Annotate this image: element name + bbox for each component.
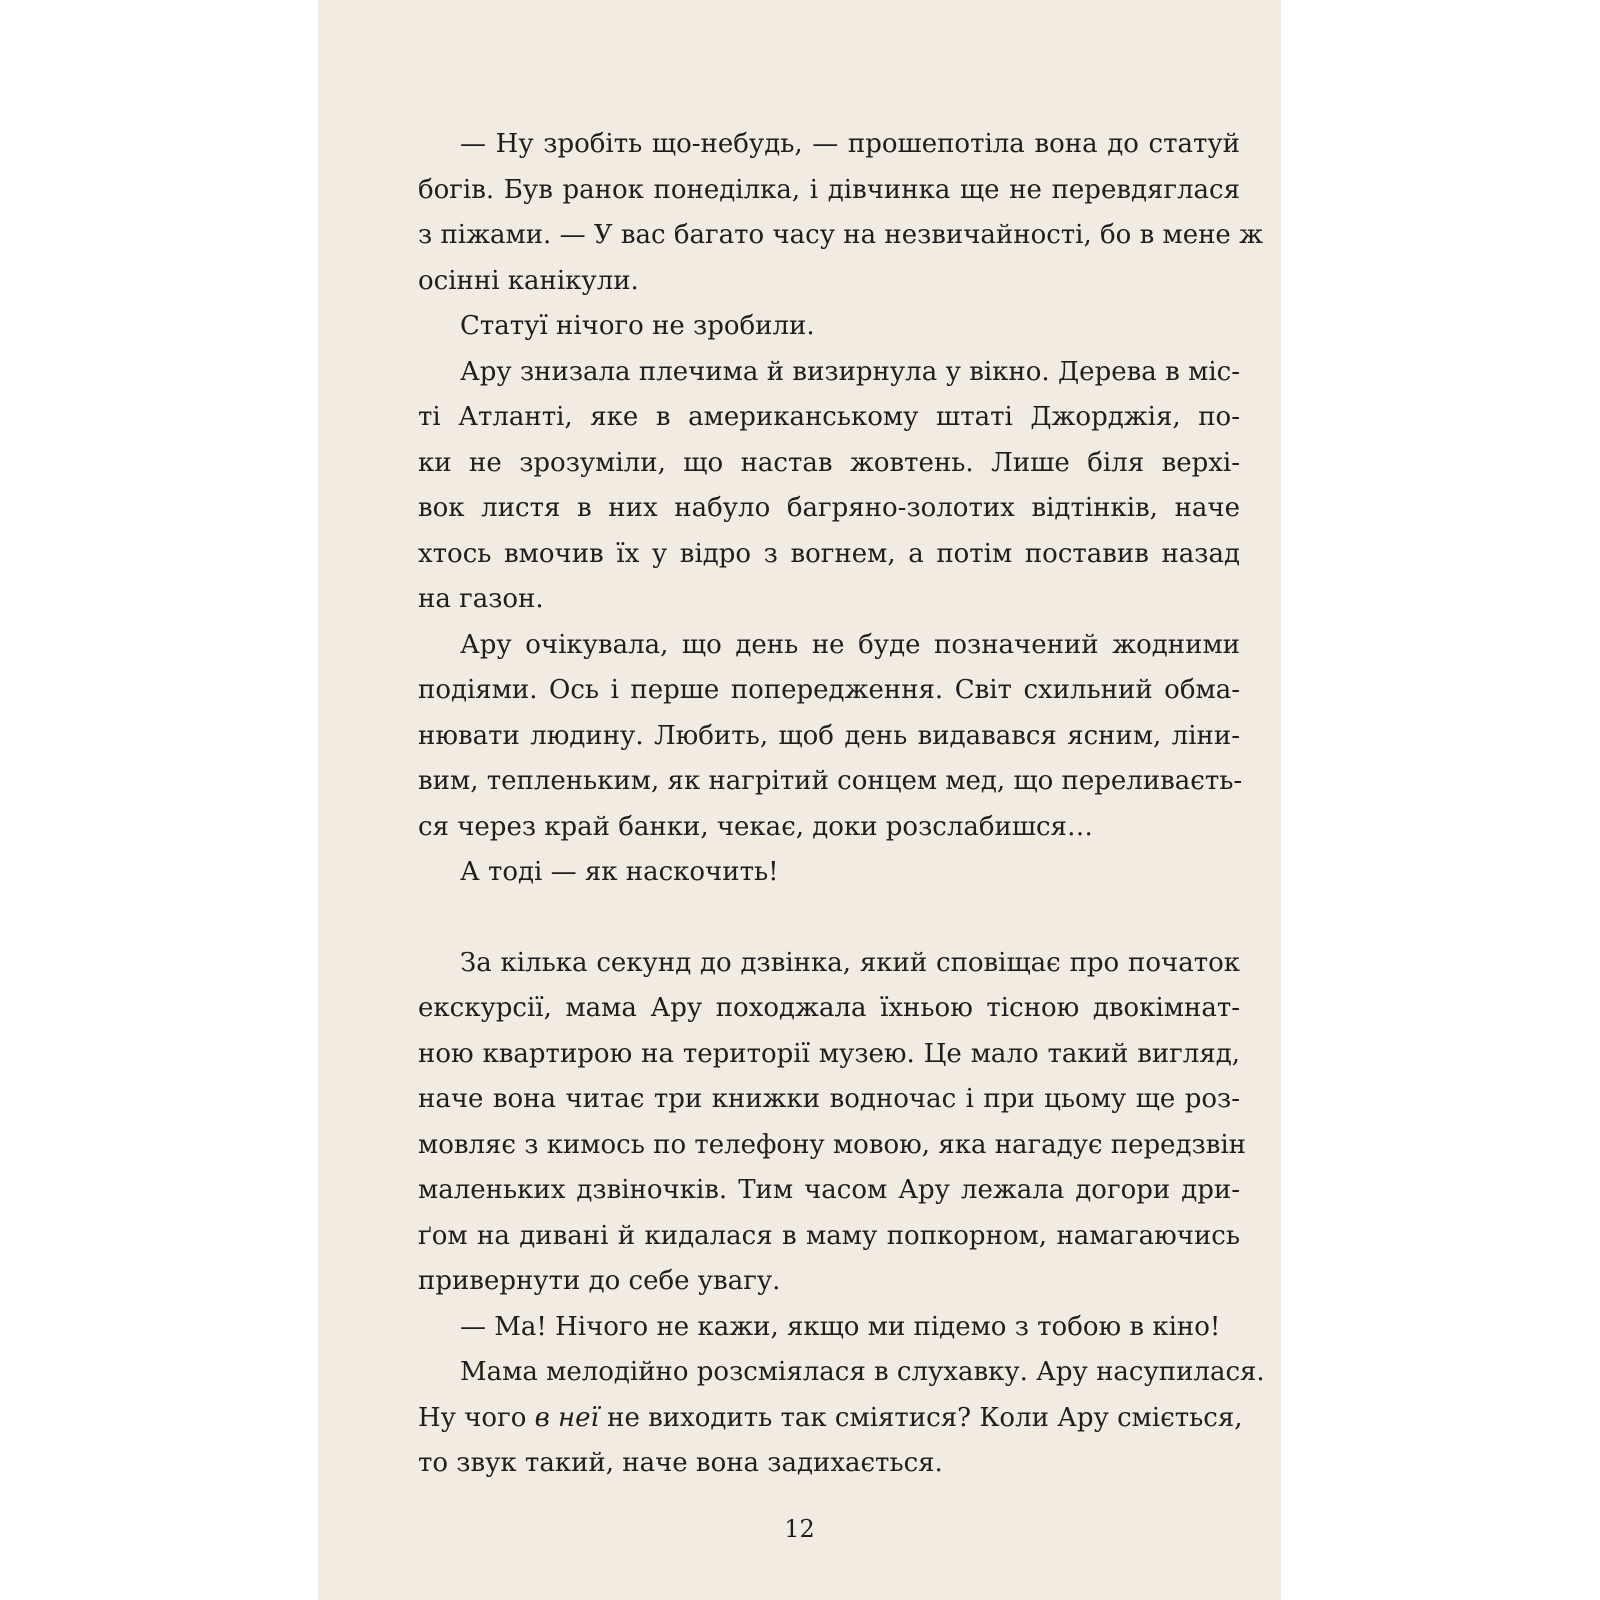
text-line: За кілька секунд до дзвінка, який сповіщає про початок	[460, 947, 1240, 978]
text-line: наче вона читає три книжки водночас і при цьому ще роз-	[418, 1084, 1240, 1114]
text-line: Ару очікувала, що день не буде позначений жодними	[460, 629, 1240, 660]
section-gap	[418, 896, 1240, 941]
text-line: з піжами. — У вас багато часу на незвичайності, бо в мене ж	[418, 220, 1263, 250]
text-line: Мама мелодійно розсміялася в слухавку. Ару насупилася.	[460, 1357, 1265, 1387]
text-line: Статуї нічого не зробили.	[460, 311, 815, 341]
page-number: 12	[784, 1515, 815, 1543]
text-line: А тоді — як наскочить!	[460, 857, 779, 887]
text-line: привернути до себе увагу.	[418, 1266, 781, 1296]
text-line: ки не зрозуміли, що настав жовтень. Лише біля верхі-	[418, 447, 1240, 478]
text-line: ті Атланті, яке в американському штаті Джорджія, по-	[418, 402, 1240, 432]
text-line: ною квартирою на території музею. Це мало такий вигляд,	[418, 1038, 1240, 1069]
text-line: на газон.	[418, 584, 544, 614]
text-line: — Ма! Нічого не кажи, якщо ми підемо з тобою в кіно!	[460, 1311, 1221, 1342]
text-line: осінні канікули.	[418, 265, 639, 296]
text-fragment: Ну чого	[418, 1402, 535, 1433]
text-line: мовляє з кимось по телефону мовою, яка нагадує передзвін	[418, 1129, 1247, 1160]
text-line: екскурсії, мама Ару походжала їхньою тісною двокімнат-	[418, 993, 1240, 1023]
text-line	[418, 1396, 1243, 1442]
text-line: вок листя в них набуло багряно-золотих відтінків, наче	[418, 493, 1240, 523]
italic-fragment: в неї	[534, 1402, 599, 1433]
book-page	[318, 0, 1281, 1600]
text-fragment: не виходить так сміятися? Коли Ару сміється,	[598, 1402, 1243, 1433]
text-line: нювати людину. Любить, щоб день видавався ясним, ліни-	[418, 720, 1240, 751]
text-line: подіями. Ось і перше попередження. Світ схильний обма-	[418, 675, 1240, 705]
text-line: маленьких дзвіночків. Тим часом Ару лежала догори дри-	[418, 1175, 1240, 1205]
text-line: Ару знизала плечима й визирнула у вікно. Дерева в міс-	[460, 356, 1240, 387]
text-line: то звук такий, наче вона задихається.	[418, 1448, 943, 1478]
text-line: ґом на дивані й кидалася в маму попкорном, намагаючись	[418, 1220, 1240, 1251]
text-line: богів. Був ранок понеділка, і дівчинка ще не перевдяглася	[418, 174, 1240, 205]
text-line: хтось вмочив їх у відро з вогнем, а потім поставив назад	[418, 538, 1240, 569]
text-line: ся через край банки, чекає, доки розслабишся…	[418, 811, 1093, 842]
body-text	[418, 122, 1265, 1487]
text-line: вим, тепленьким, як нагрітий сонцем мед, що переливаєть-	[418, 766, 1243, 796]
text-line: — Ну зробіть що-небудь, — прошепотіла вона до статуй	[460, 129, 1240, 159]
